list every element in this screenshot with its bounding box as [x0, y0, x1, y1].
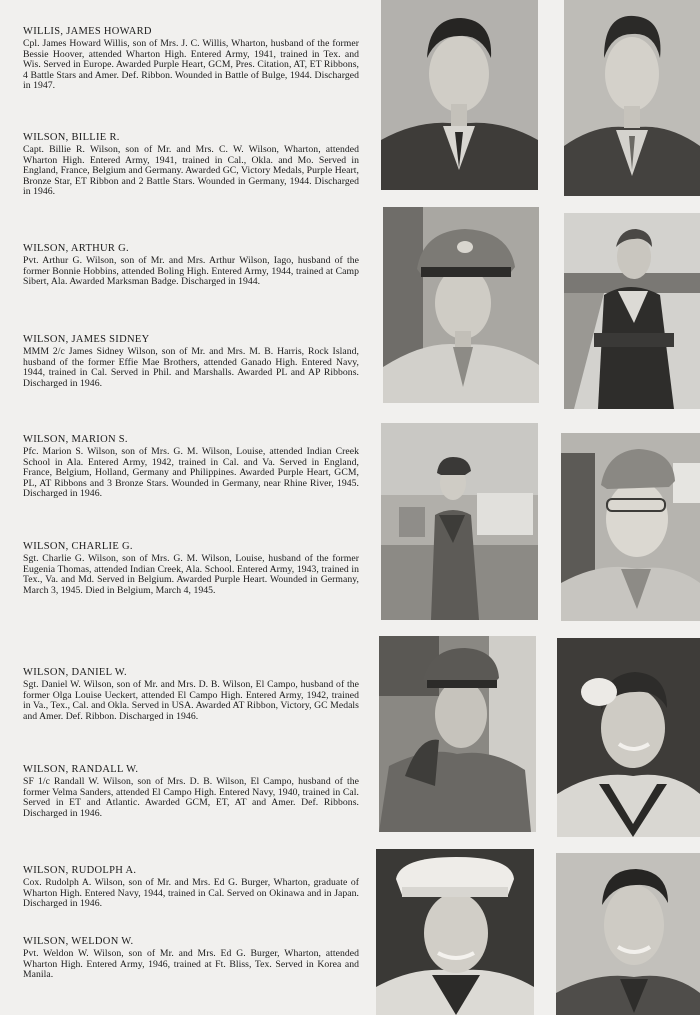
entry-bio: Cox. Rudolph A. Wilson, son of Mr. and Mrs. Ed G. Burger, Wharton, graduate of Wharton High. Entered Navy, 1944, trained in Cal. Served on Okinawa and in Japan. Discharged in 1946.: [23, 877, 359, 910]
portrait-photo: [564, 0, 700, 196]
entry-willis-james-howard: [23, 26, 359, 92]
entry-wilson-daniel-w: [23, 667, 359, 722]
entry-wilson-rudolph-a: [23, 865, 359, 910]
entry-name: WILSON, ARTHUR G.: [23, 243, 129, 254]
entry-name: WILLIS, JAMES HOWARD: [23, 26, 152, 37]
entry-wilson-randall-w: [23, 764, 359, 819]
entry-wilson-weldon-w: [23, 936, 359, 981]
portrait-photo: [383, 207, 539, 403]
entry-name: WILSON, BILLIE R.: [23, 132, 120, 143]
entry-wilson-marion-s: [23, 434, 359, 500]
entry-bio: Pvt. Arthur G. Wilson, son of Mr. and Mrs. Arthur Wilson, Iago, husband of the former Bonnie Hobbins, attended Boling High. Entered Army, 1944, trained at Camp Sibert, Ala. Awarded Marksman Badge. Discharged in 1944.: [23, 255, 359, 288]
portrait-photo: [381, 0, 538, 190]
entry-name: WILSON, WELDON W.: [23, 936, 134, 947]
portrait-photo: [556, 853, 700, 1015]
portrait-photo: [561, 433, 700, 621]
entry-wilson-billie-r: [23, 132, 359, 198]
entry-bio: Sgt. Charlie G. Wilson, son of Mrs. G. M. Wilson, Louise, husband of the former Eugenia Thomas, attended Indian Creek, Ala. School. Entered Army, 1943, trained in Tex., Va. and Md. Served in Belgium. Awarded Purple Heart. Wounded in Germany, March 3, 1945. Died in Belgium, March 4, 1945.: [23, 553, 359, 596]
portrait-photo: [564, 213, 700, 409]
entry-bio: Pvt. Weldon W. Wilson, son of Mr. and Mrs. Ed G. Burger, Wharton, attended Wharton High. Entered Army, 1946, trained at Ft. Bliss, Tex. Served in Korea and Manila.: [23, 948, 359, 981]
entry-name: WILSON, MARION S.: [23, 434, 128, 445]
entry-name: WILSON, RANDALL W.: [23, 764, 139, 775]
entry-name: WILSON, JAMES SIDNEY: [23, 334, 150, 345]
entry-bio: Sgt. Daniel W. Wilson, son of Mr. and Mrs. D. B. Wilson, El Campo, husband of the former Olga Louise Ueckert, attended El Campo High. Entered Army, 1942, trained in Va., Tex., Cal. and Okla. Served in USA. Awarded AT Ribbon, Victory, GC Medals and Amer. Def. Ribbon. Discharged in 1946.: [23, 679, 359, 722]
entry-name: WILSON, DANIEL W.: [23, 667, 127, 678]
portrait-photo: [381, 423, 538, 620]
entry-bio: MMM 2/c James Sidney Wilson, son of Mr. and Mrs. M. B. Harris, Rock Island, husband of the former Effie Mae Brothers, attended Ganado High. Entered Navy, 1944, trained in Cal. Served in Phil. and Marshalls. Awarded PL and AP Ribbons. Discharged in 1946.: [23, 346, 359, 389]
entry-bio: SF 1/c Randall W. Wilson, son of Mrs. D. B. Wilson, El Campo, husband of the former Velma Sanders, attended El Campo High. Entered Navy, 1940, trained in Cal. Served in ET and Atlantic. Awarded GCM, ET, AT and Amer. Def. Ribbons. Discharged in 1946.: [23, 776, 359, 819]
portrait-photo: [379, 636, 536, 832]
portrait-photo: [376, 849, 534, 1015]
entry-bio: Cpl. James Howard Willis, son of Mrs. J. C. Willis, Wharton, husband of the former Bessie Hoover, attended Wharton High. Entered Army, 1941, trained in Tex. and Wis. Served in Europe. Awarded Purple Heart, GCM, Pres. Citation, AT, ET Ribbons, 4 Battle Stars and Amer. Def. Ribbon. Wounded in Battle of Bulge, 1944. Discharged in 1947.: [23, 38, 359, 92]
portrait-photo: [557, 638, 700, 837]
entry-name: WILSON, RUDOLPH A.: [23, 865, 137, 876]
entry-bio: Pfc. Marion S. Wilson, son of Mrs. G. M. Wilson, Louise, attended Indian Creek School in Ala. Entered Army, 1942, trained in Cal. and Va. Served in England, France, Belgium, Holland, Germany and Philippines. Awarded Purple Heart, GCM, PL, AT Ribbons and 3 Bronze Stars. Wounded in Germany, near Rhine River, 1945. Discharged in 1946.: [23, 446, 359, 500]
entry-wilson-charlie-g: [23, 541, 359, 596]
entry-name: WILSON, CHARLIE G.: [23, 541, 133, 552]
entry-wilson-arthur-g: [23, 243, 359, 288]
entry-bio: Capt. Billie R. Wilson, son of Mr. and Mrs. C. W. Wilson, Wharton, attended Wharton High. Entered Army, 1941, trained in Cal., Okla. and Mo. Served in England, France, Belgium and Germany. Awarded GC, Victory Medals, Purple Heart, Bronze Star, ET Ribbon and 2 Battle Stars. Wounded in Germany, 1944. Discharged in 1946.: [23, 144, 359, 198]
entry-wilson-james-sidney: [23, 334, 359, 389]
